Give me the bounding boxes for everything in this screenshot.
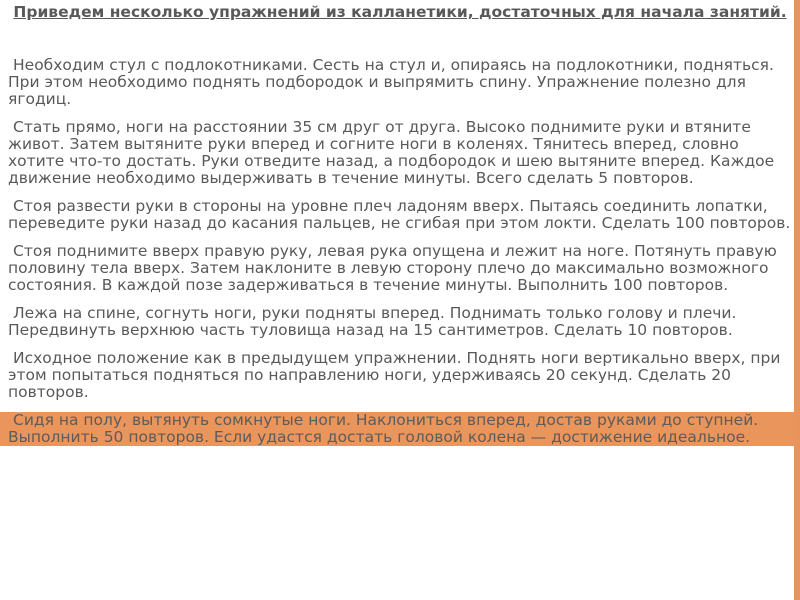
exercise-paragraph-4: Стоя поднимите вверх правую руку, левая рука опущена и лежит на ноге. Потянуть правую половину тела вверх. Затем наклоните в левую сторону плечо до максимально возможного состояния. В каждой позе задерживаться в течение минуты. Выполнить 100 повторов. (8, 242, 777, 294)
exercise-paragraph-1: Необходим стул с подлокотниками. Сесть на стул и, опираясь на подлокотники, подняться. При этом необходимо поднять подбородок и выпрямить спину. Упражнение полезно для ягодиц. (8, 56, 774, 108)
slide-title: Приведем несколько упражнений из калланетики, достаточных для начала занятий. (13, 3, 787, 21)
exercise-paragraph-3: Стоя развести руки в стороны на уровне плеч ладоням вверх. Пытаясь соединить лопатки, переведите руки назад до касания пальцев, не сгибая при этом локти. Сделать 100 повторов. (8, 197, 791, 232)
exercise-paragraph-5: Лежа на спине, согнуть ноги, руки подняты вперед. Поднимать только голову и плечи. Передвинуть верхнюю часть туловища назад на 15 сантиметров. Сделать 10 повторов. (8, 304, 737, 339)
exercise-paragraph-7: Сидя на полу, вытянуть сомкнутые ноги. Наклониться вперед, достав руками до ступней. Выполнить 50 повторов. Если удастся достать головой колена — достижение идеальное. (0, 412, 794, 446)
accent-bar (794, 0, 800, 600)
exercise-paragraph-2: Стать прямо, ноги на расстоянии 35 см друг от друга. Высоко поднимите руки и втяните живот. Затем вытяните руки вперед и согните ноги в коленях. Тянитесь вперед, словно хотите что-то достать. Руки отведите назад, а подбородок и шею вытяните вперед. Каждое движение необходимо выдерживать в течение минуты. Всего сделать 5 повторов. (8, 118, 775, 187)
exercise-list (8, 57, 794, 457)
exercise-paragraph-6: Исходное положение как в предыдущем упражнении. Поднять ноги вертикально вверх, при этом попытаться подняться по направлению ноги, удерживаясь 20 секунд. Сделать 20 повторов. (8, 349, 781, 401)
